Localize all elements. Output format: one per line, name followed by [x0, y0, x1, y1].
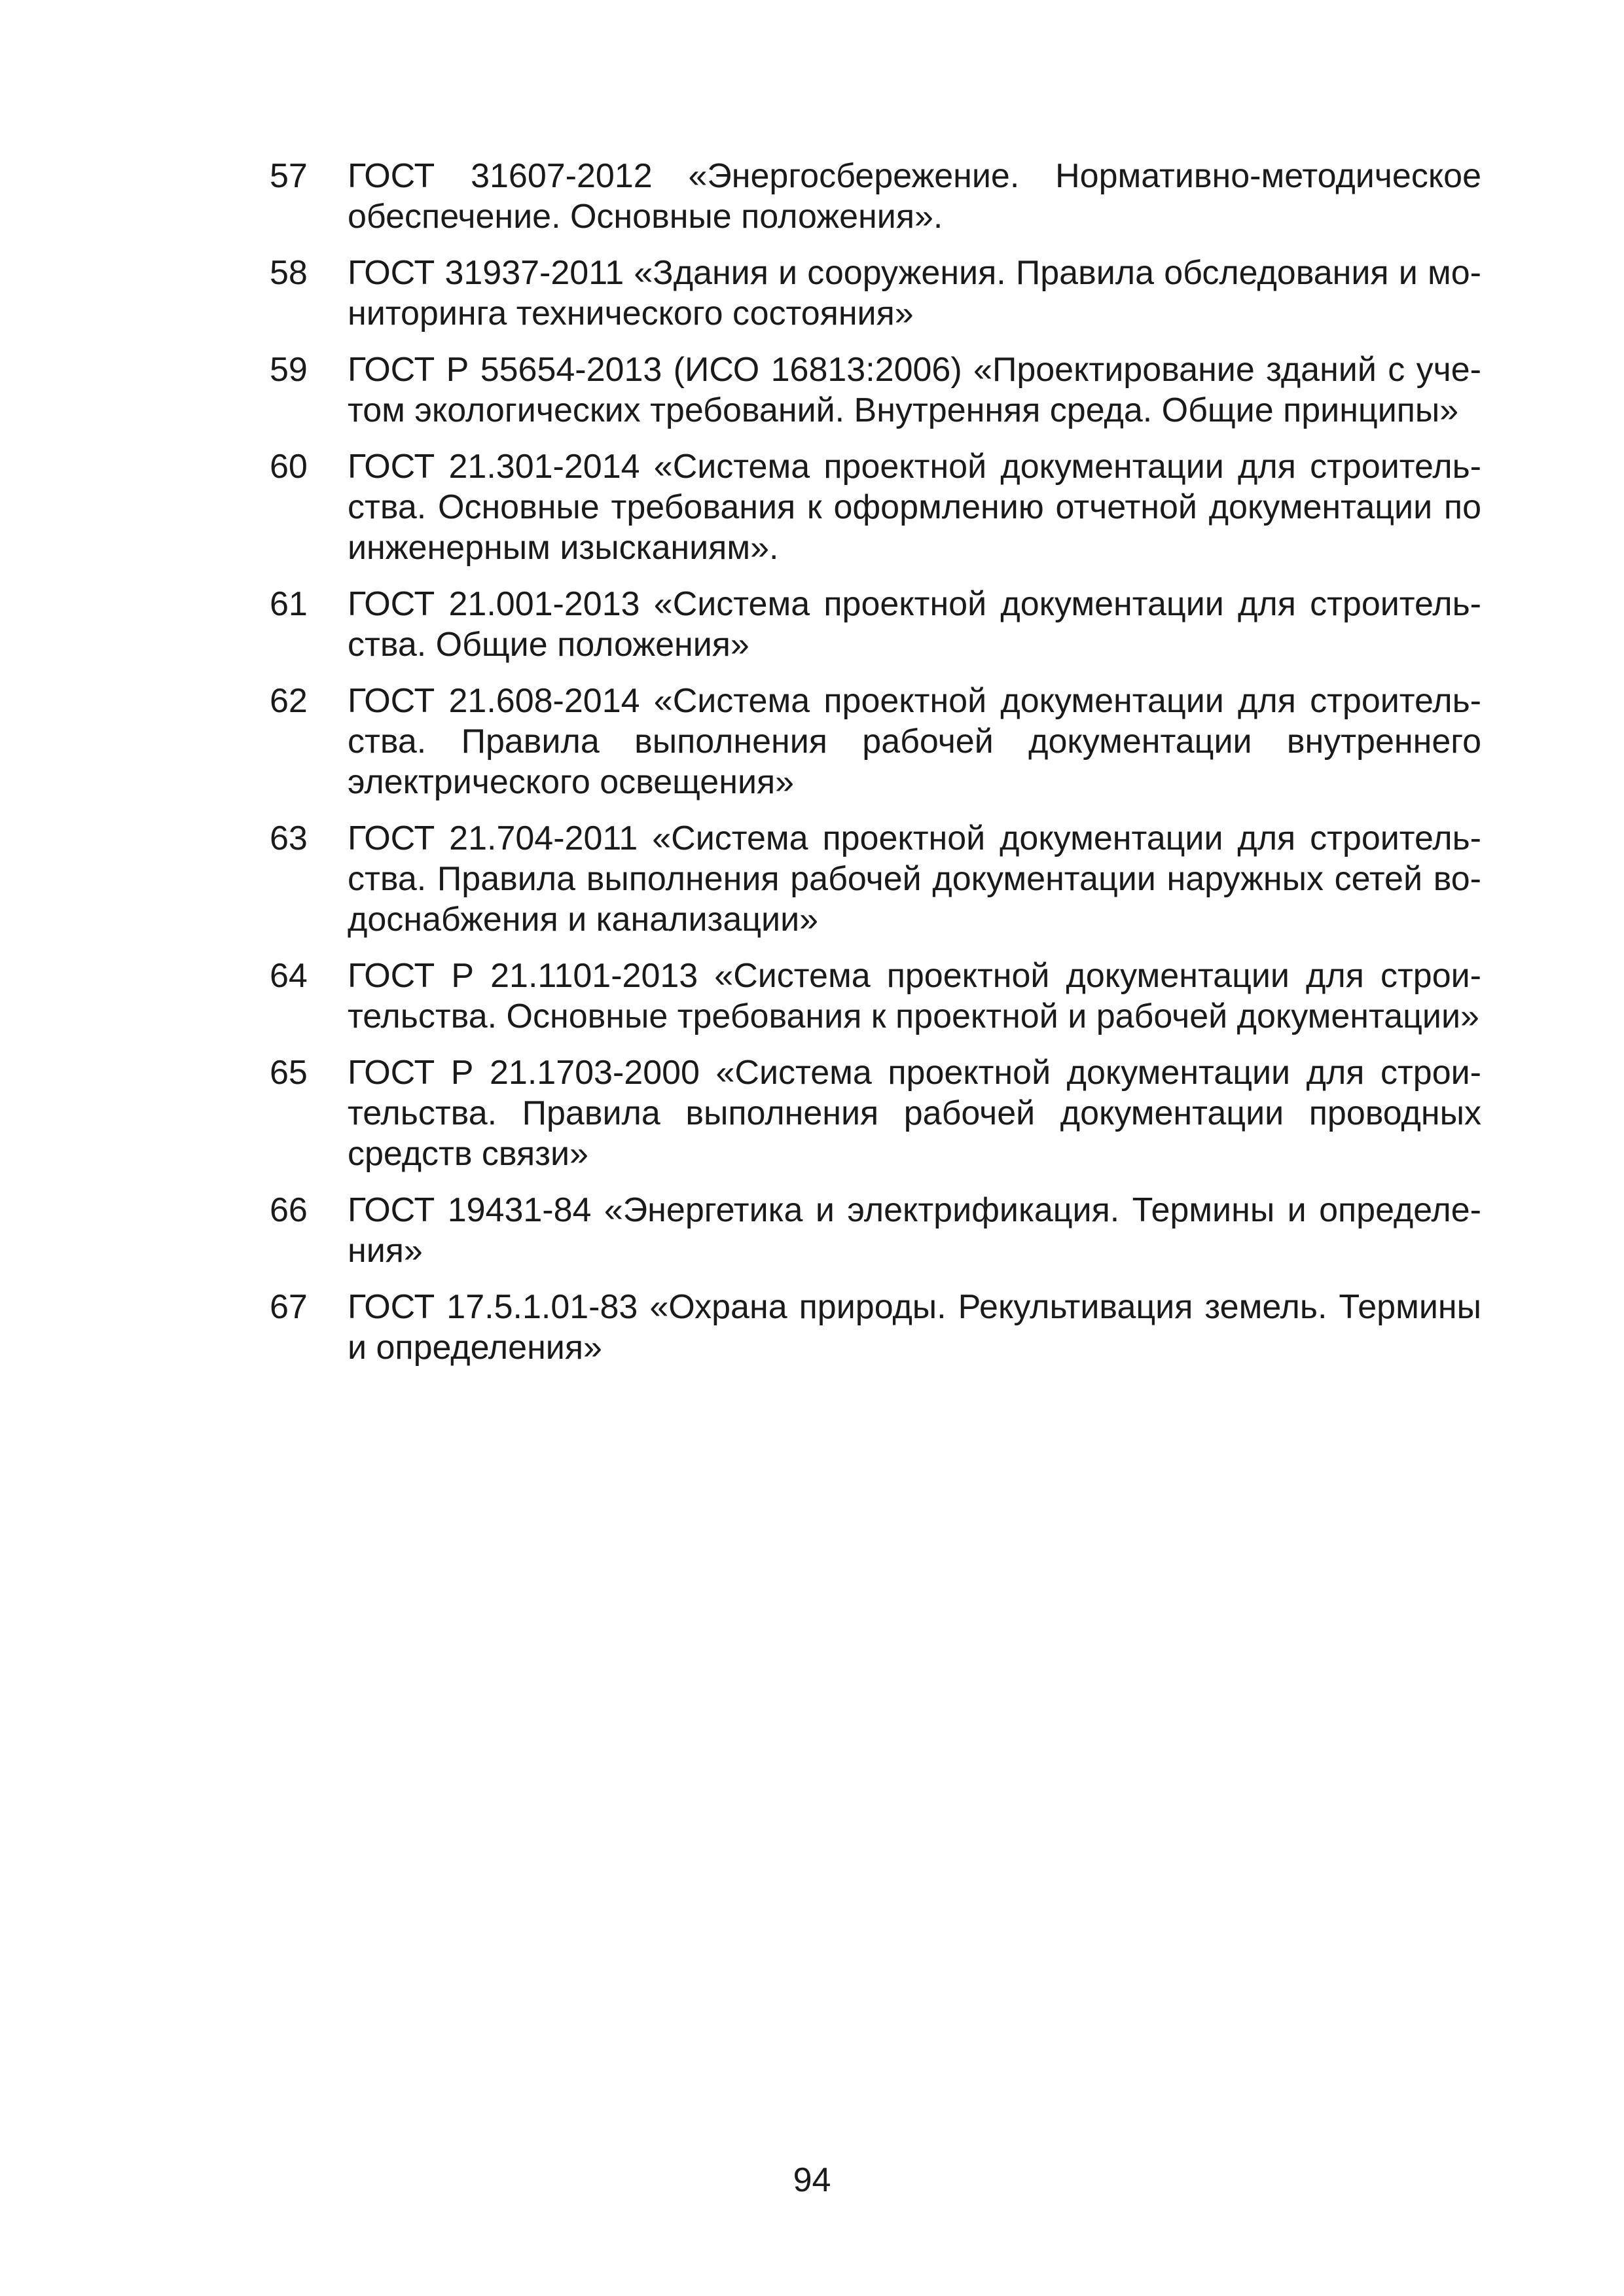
list-item — [0, 1190, 1624, 1271]
list-item — [0, 350, 1624, 431]
reference-number: 64 — [270, 957, 308, 995]
page-number: 94 — [793, 2161, 831, 2199]
list-item — [0, 446, 1624, 568]
list-item — [0, 584, 1624, 665]
reference-number: 57 — [270, 157, 308, 195]
list-item — [0, 253, 1624, 334]
reference-number: 59 — [270, 351, 308, 389]
reference-number: 67 — [270, 1288, 308, 1326]
reference-number: 63 — [270, 819, 308, 857]
reference-number: 66 — [270, 1191, 308, 1229]
list-item — [0, 1287, 1624, 1368]
reference-number: 61 — [270, 585, 308, 623]
list-item — [0, 156, 1624, 237]
reference-number: 58 — [270, 254, 308, 292]
reference-text: ГОСТ Р 21.1703-2000 «Система проектной документации для строительства. Правила выполнения рабочей документации проводных средств связи» — [348, 1054, 1481, 1173]
list-item — [0, 818, 1624, 940]
reference-number: 62 — [270, 682, 308, 720]
list-item — [0, 956, 1624, 1037]
reference-text: ГОСТ 21.704-2011 «Система проектной документации для строительства. Правила выполнения рабочей документации наружных сетей водоснабжения и канализации» — [348, 819, 1481, 939]
reference-text: ГОСТ 31607-2012 «Энергосбережение. Нормативно-методическое обеспечение. Основные положения». — [348, 157, 1481, 236]
reference-text: ГОСТ 21.608-2014 «Система проектной документации для строительства. Правила выполнения рабочей документации внутреннего электрического освещения» — [348, 682, 1481, 801]
list-item — [0, 1052, 1624, 1174]
reference-text: ГОСТ 21.001-2013 «Система проектной документации для строительства. Общие положения» — [348, 585, 1481, 664]
reference-text: ГОСТ 31937-2011 «Здания и сооружения. Правила обследования и мониторинга технического состояния» — [348, 254, 1481, 332]
reference-text: ГОСТ 21.301-2014 «Система проектной документации для строительства. Основные требования к оформлению отчетной документации по инженерным изысканиям». — [348, 448, 1481, 567]
reference-text: ГОСТ Р 21.1101-2013 «Система проектной документации для строительства. Основные требования к проектной и рабочей документации» — [348, 957, 1481, 1035]
reference-number: 65 — [270, 1054, 308, 1092]
list-item — [0, 681, 1624, 802]
reference-text: ГОСТ 19431-84 «Энергетика и электрификация. Термины и определения» — [348, 1191, 1481, 1270]
reference-number: 60 — [270, 448, 308, 486]
reference-text: ГОСТ 17.5.1.01-83 «Охрана природы. Рекультивация земель. Термины и определения» — [348, 1288, 1481, 1367]
reference-text: ГОСТ Р 55654-2013 (ИСО 16813:2006) «Проектирование зданий с учетом экологических требований. Внутренняя среда. Общие принципы» — [348, 351, 1481, 429]
reference-list — [0, 156, 1624, 1384]
